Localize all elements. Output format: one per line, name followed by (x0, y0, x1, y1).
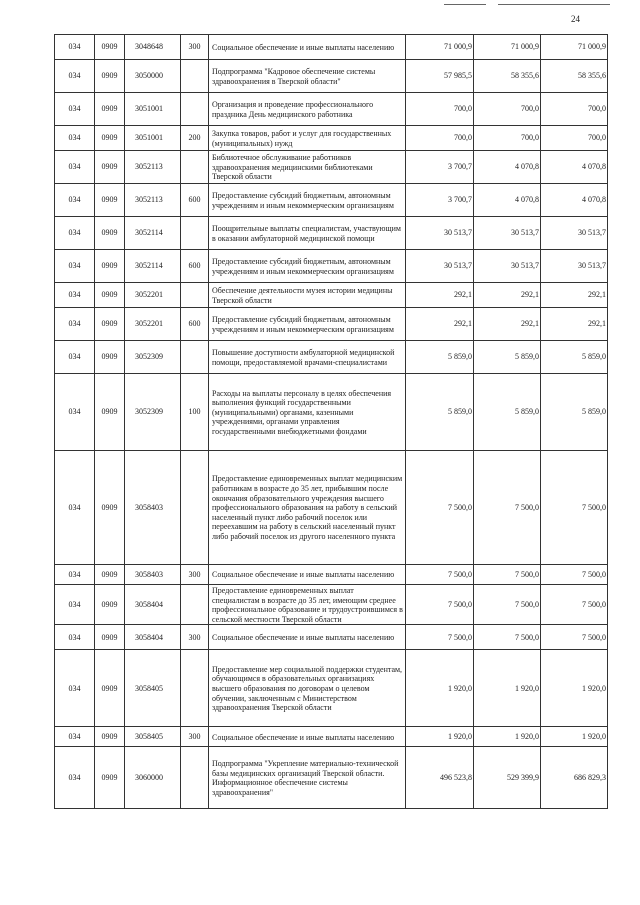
table-row (55, 283, 608, 308)
target-cell: 3051001 (125, 93, 181, 126)
expense-type-cell: 100 (181, 374, 209, 451)
amount-year2-cell: 4 070,8 (474, 151, 541, 184)
amount-year2-cell: 7 500,0 (474, 625, 541, 650)
table-row (55, 308, 608, 341)
table-row (55, 250, 608, 283)
table-row (55, 217, 608, 250)
expense-type-cell (181, 217, 209, 250)
target-cell: 3060000 (125, 747, 181, 809)
expense-type-cell (181, 93, 209, 126)
amount-year3-cell: 30 513,7 (541, 217, 608, 250)
target-cell: 3050000 (125, 60, 181, 93)
description-cell: Подпрограмма "Укрепление материально-технической базы медицинских организаций Тверской области. Информационное обеспечение системы здравоохранения" (209, 747, 406, 809)
admin-cell: 034 (55, 126, 95, 151)
amount-year1-cell: 3 700,7 (406, 151, 474, 184)
target-cell: 3052309 (125, 341, 181, 374)
amount-year3-cell: 686 829,3 (541, 747, 608, 809)
table-row (55, 625, 608, 650)
amount-year1-cell: 71 000,9 (406, 35, 474, 60)
amount-year3-cell: 7 500,0 (541, 451, 608, 565)
amount-year2-cell: 5 859,0 (474, 374, 541, 451)
description-cell: Поощрительные выплаты специалистам, участвующим в оказании амбулаторной медицинской помощи (209, 217, 406, 250)
amount-year3-cell: 5 859,0 (541, 374, 608, 451)
admin-cell: 034 (55, 625, 95, 650)
admin-cell: 034 (55, 650, 95, 727)
section-cell: 0909 (95, 126, 125, 151)
amount-year1-cell: 5 859,0 (406, 341, 474, 374)
amount-year3-cell: 4 070,8 (541, 184, 608, 217)
table-row (55, 585, 608, 625)
section-cell: 0909 (95, 625, 125, 650)
amount-year3-cell: 292,1 (541, 283, 608, 308)
amount-year1-cell: 7 500,0 (406, 625, 474, 650)
admin-cell: 034 (55, 184, 95, 217)
admin-cell: 034 (55, 35, 95, 60)
target-cell: 3052114 (125, 217, 181, 250)
description-cell: Обеспечение деятельности музея истории медицины Тверской области (209, 283, 406, 308)
description-cell: Социальное обеспечение и иные выплаты населению (209, 35, 406, 60)
table-row (55, 60, 608, 93)
expense-type-cell (181, 283, 209, 308)
page-number: 24 (571, 14, 580, 24)
admin-cell: 034 (55, 727, 95, 747)
admin-cell: 034 (55, 565, 95, 585)
description-cell: Библиотечное обслуживание работников здравоохранения медицинскими библиотеками Тверской области (209, 151, 406, 184)
header-rule-left (444, 4, 486, 5)
section-cell: 0909 (95, 250, 125, 283)
amount-year2-cell: 30 513,7 (474, 250, 541, 283)
amount-year3-cell: 7 500,0 (541, 565, 608, 585)
section-cell: 0909 (95, 727, 125, 747)
admin-cell: 034 (55, 250, 95, 283)
target-cell: 3058404 (125, 585, 181, 625)
section-cell: 0909 (95, 451, 125, 565)
expense-type-cell: 600 (181, 250, 209, 283)
amount-year3-cell: 4 070,8 (541, 151, 608, 184)
amount-year1-cell: 1 920,0 (406, 650, 474, 727)
section-cell: 0909 (95, 60, 125, 93)
amount-year2-cell: 7 500,0 (474, 451, 541, 565)
amount-year3-cell: 30 513,7 (541, 250, 608, 283)
expense-type-cell: 600 (181, 308, 209, 341)
description-cell: Закупка товаров, работ и услуг для государственных (муниципальных) нужд (209, 126, 406, 151)
expense-type-cell (181, 451, 209, 565)
expense-type-cell: 200 (181, 126, 209, 151)
amount-year2-cell: 71 000,9 (474, 35, 541, 60)
table-row (55, 151, 608, 184)
target-cell: 3058403 (125, 451, 181, 565)
amount-year2-cell: 292,1 (474, 283, 541, 308)
section-cell: 0909 (95, 341, 125, 374)
amount-year1-cell: 496 523,8 (406, 747, 474, 809)
expense-type-cell (181, 60, 209, 93)
amount-year3-cell: 292,1 (541, 308, 608, 341)
description-cell: Предоставление субсидий бюджетным, автономным учреждениям и иным некоммерческим организациям (209, 184, 406, 217)
amount-year1-cell: 7 500,0 (406, 585, 474, 625)
amount-year1-cell: 7 500,0 (406, 451, 474, 565)
admin-cell: 034 (55, 374, 95, 451)
admin-cell: 034 (55, 151, 95, 184)
amount-year1-cell: 1 920,0 (406, 727, 474, 747)
description-cell: Социальное обеспечение и иные выплаты населению (209, 727, 406, 747)
target-cell: 3052113 (125, 184, 181, 217)
section-cell: 0909 (95, 308, 125, 341)
amount-year3-cell: 71 000,9 (541, 35, 608, 60)
amount-year3-cell: 7 500,0 (541, 625, 608, 650)
section-cell: 0909 (95, 151, 125, 184)
amount-year1-cell: 3 700,7 (406, 184, 474, 217)
section-cell: 0909 (95, 747, 125, 809)
target-cell: 3052114 (125, 250, 181, 283)
target-cell: 3052201 (125, 283, 181, 308)
table-row (55, 650, 608, 727)
target-cell: 3058405 (125, 650, 181, 727)
expense-type-cell (181, 151, 209, 184)
table-row (55, 93, 608, 126)
table-row (55, 565, 608, 585)
expense-type-cell (181, 341, 209, 374)
amount-year1-cell: 30 513,7 (406, 217, 474, 250)
description-cell: Социальное обеспечение и иные выплаты населению (209, 625, 406, 650)
target-cell: 3051001 (125, 126, 181, 151)
amount-year3-cell: 700,0 (541, 126, 608, 151)
section-cell: 0909 (95, 585, 125, 625)
table-row (55, 374, 608, 451)
target-cell: 3052113 (125, 151, 181, 184)
table-row (55, 184, 608, 217)
target-cell: 3052309 (125, 374, 181, 451)
amount-year2-cell: 700,0 (474, 126, 541, 151)
amount-year1-cell: 5 859,0 (406, 374, 474, 451)
description-cell: Организация и проведение профессионального праздника День медицинского работника (209, 93, 406, 126)
admin-cell: 034 (55, 747, 95, 809)
expense-type-cell: 300 (181, 35, 209, 60)
table-row (55, 747, 608, 809)
amount-year2-cell: 529 399,9 (474, 747, 541, 809)
header-rule-right (498, 4, 610, 5)
amount-year2-cell: 700,0 (474, 93, 541, 126)
expense-type-cell: 300 (181, 727, 209, 747)
amount-year2-cell: 7 500,0 (474, 585, 541, 625)
amount-year2-cell: 30 513,7 (474, 217, 541, 250)
amount-year3-cell: 7 500,0 (541, 585, 608, 625)
amount-year1-cell: 700,0 (406, 126, 474, 151)
amount-year2-cell: 58 355,6 (474, 60, 541, 93)
admin-cell: 034 (55, 451, 95, 565)
amount-year2-cell: 5 859,0 (474, 341, 541, 374)
section-cell: 0909 (95, 565, 125, 585)
target-cell: 3052201 (125, 308, 181, 341)
admin-cell: 034 (55, 341, 95, 374)
amount-year1-cell: 700,0 (406, 93, 474, 126)
expense-type-cell: 300 (181, 625, 209, 650)
admin-cell: 034 (55, 283, 95, 308)
description-cell: Расходы на выплаты персоналу в целях обеспечения выполнения функций государственными (муниципальными) органами, казенными учреждениями, органами управления государственными внебюджетными фондами (209, 374, 406, 451)
description-cell: Предоставление единовременных выплат медицинским работникам в возрасте до 35 лет, прибывшим после окончания образовательного учреждения высшего профессионального образования на работу в сельский населенный пункт либо рабочий поселок или переехавшим на работу в сельский населенный пункт либо рабочий поселок из другого населенного пункта (209, 451, 406, 565)
expense-type-cell (181, 650, 209, 727)
amount-year2-cell: 292,1 (474, 308, 541, 341)
amount-year1-cell: 57 985,5 (406, 60, 474, 93)
amount-year2-cell: 7 500,0 (474, 565, 541, 585)
description-cell: Социальное обеспечение и иные выплаты населению (209, 565, 406, 585)
amount-year3-cell: 1 920,0 (541, 727, 608, 747)
description-cell: Предоставление субсидий бюджетным, автономным учреждениям и иным некоммерческим организациям (209, 250, 406, 283)
amount-year1-cell: 292,1 (406, 308, 474, 341)
admin-cell: 034 (55, 93, 95, 126)
amount-year1-cell: 7 500,0 (406, 565, 474, 585)
description-cell: Подпрограмма "Кадровое обеспечение системы здравоохранения в Тверской области" (209, 60, 406, 93)
table-row (55, 341, 608, 374)
amount-year3-cell: 58 355,6 (541, 60, 608, 93)
section-cell: 0909 (95, 283, 125, 308)
target-cell: 3058403 (125, 565, 181, 585)
section-cell: 0909 (95, 184, 125, 217)
amount-year1-cell: 292,1 (406, 283, 474, 308)
amount-year3-cell: 5 859,0 (541, 341, 608, 374)
amount-year2-cell: 1 920,0 (474, 650, 541, 727)
table-row (55, 35, 608, 60)
description-cell: Повышение доступности амбулаторной медицинской помощи, предоставляемой врачами-специалистами (209, 341, 406, 374)
table-row (55, 727, 608, 747)
section-cell: 0909 (95, 650, 125, 727)
section-cell: 0909 (95, 217, 125, 250)
admin-cell: 034 (55, 308, 95, 341)
expense-type-cell: 300 (181, 565, 209, 585)
description-cell: Предоставление единовременных выплат специалистам в возрасте до 35 лет, имеющим среднее профессиональное образование и трудоустроившимся в сельской местности Тверской области (209, 585, 406, 625)
section-cell: 0909 (95, 35, 125, 60)
table-row (55, 126, 608, 151)
expense-type-cell (181, 585, 209, 625)
section-cell: 0909 (95, 93, 125, 126)
admin-cell: 034 (55, 217, 95, 250)
expense-type-cell (181, 747, 209, 809)
target-cell: 3048648 (125, 35, 181, 60)
expense-type-cell: 600 (181, 184, 209, 217)
target-cell: 3058405 (125, 727, 181, 747)
description-cell: Предоставление субсидий бюджетным, автономным учреждениям и иным некоммерческим организациям (209, 308, 406, 341)
admin-cell: 034 (55, 60, 95, 93)
amount-year1-cell: 30 513,7 (406, 250, 474, 283)
amount-year2-cell: 4 070,8 (474, 184, 541, 217)
budget-table (54, 34, 608, 809)
description-cell: Предоставление мер социальной поддержки студентам, обучающимся в образовательных организациях высшего образования по договорам о целевом обучении, заключенным с Министерством здравоохранения Тверской области (209, 650, 406, 727)
amount-year3-cell: 1 920,0 (541, 650, 608, 727)
table-row (55, 451, 608, 565)
amount-year2-cell: 1 920,0 (474, 727, 541, 747)
section-cell: 0909 (95, 374, 125, 451)
admin-cell: 034 (55, 585, 95, 625)
amount-year3-cell: 700,0 (541, 93, 608, 126)
target-cell: 3058404 (125, 625, 181, 650)
